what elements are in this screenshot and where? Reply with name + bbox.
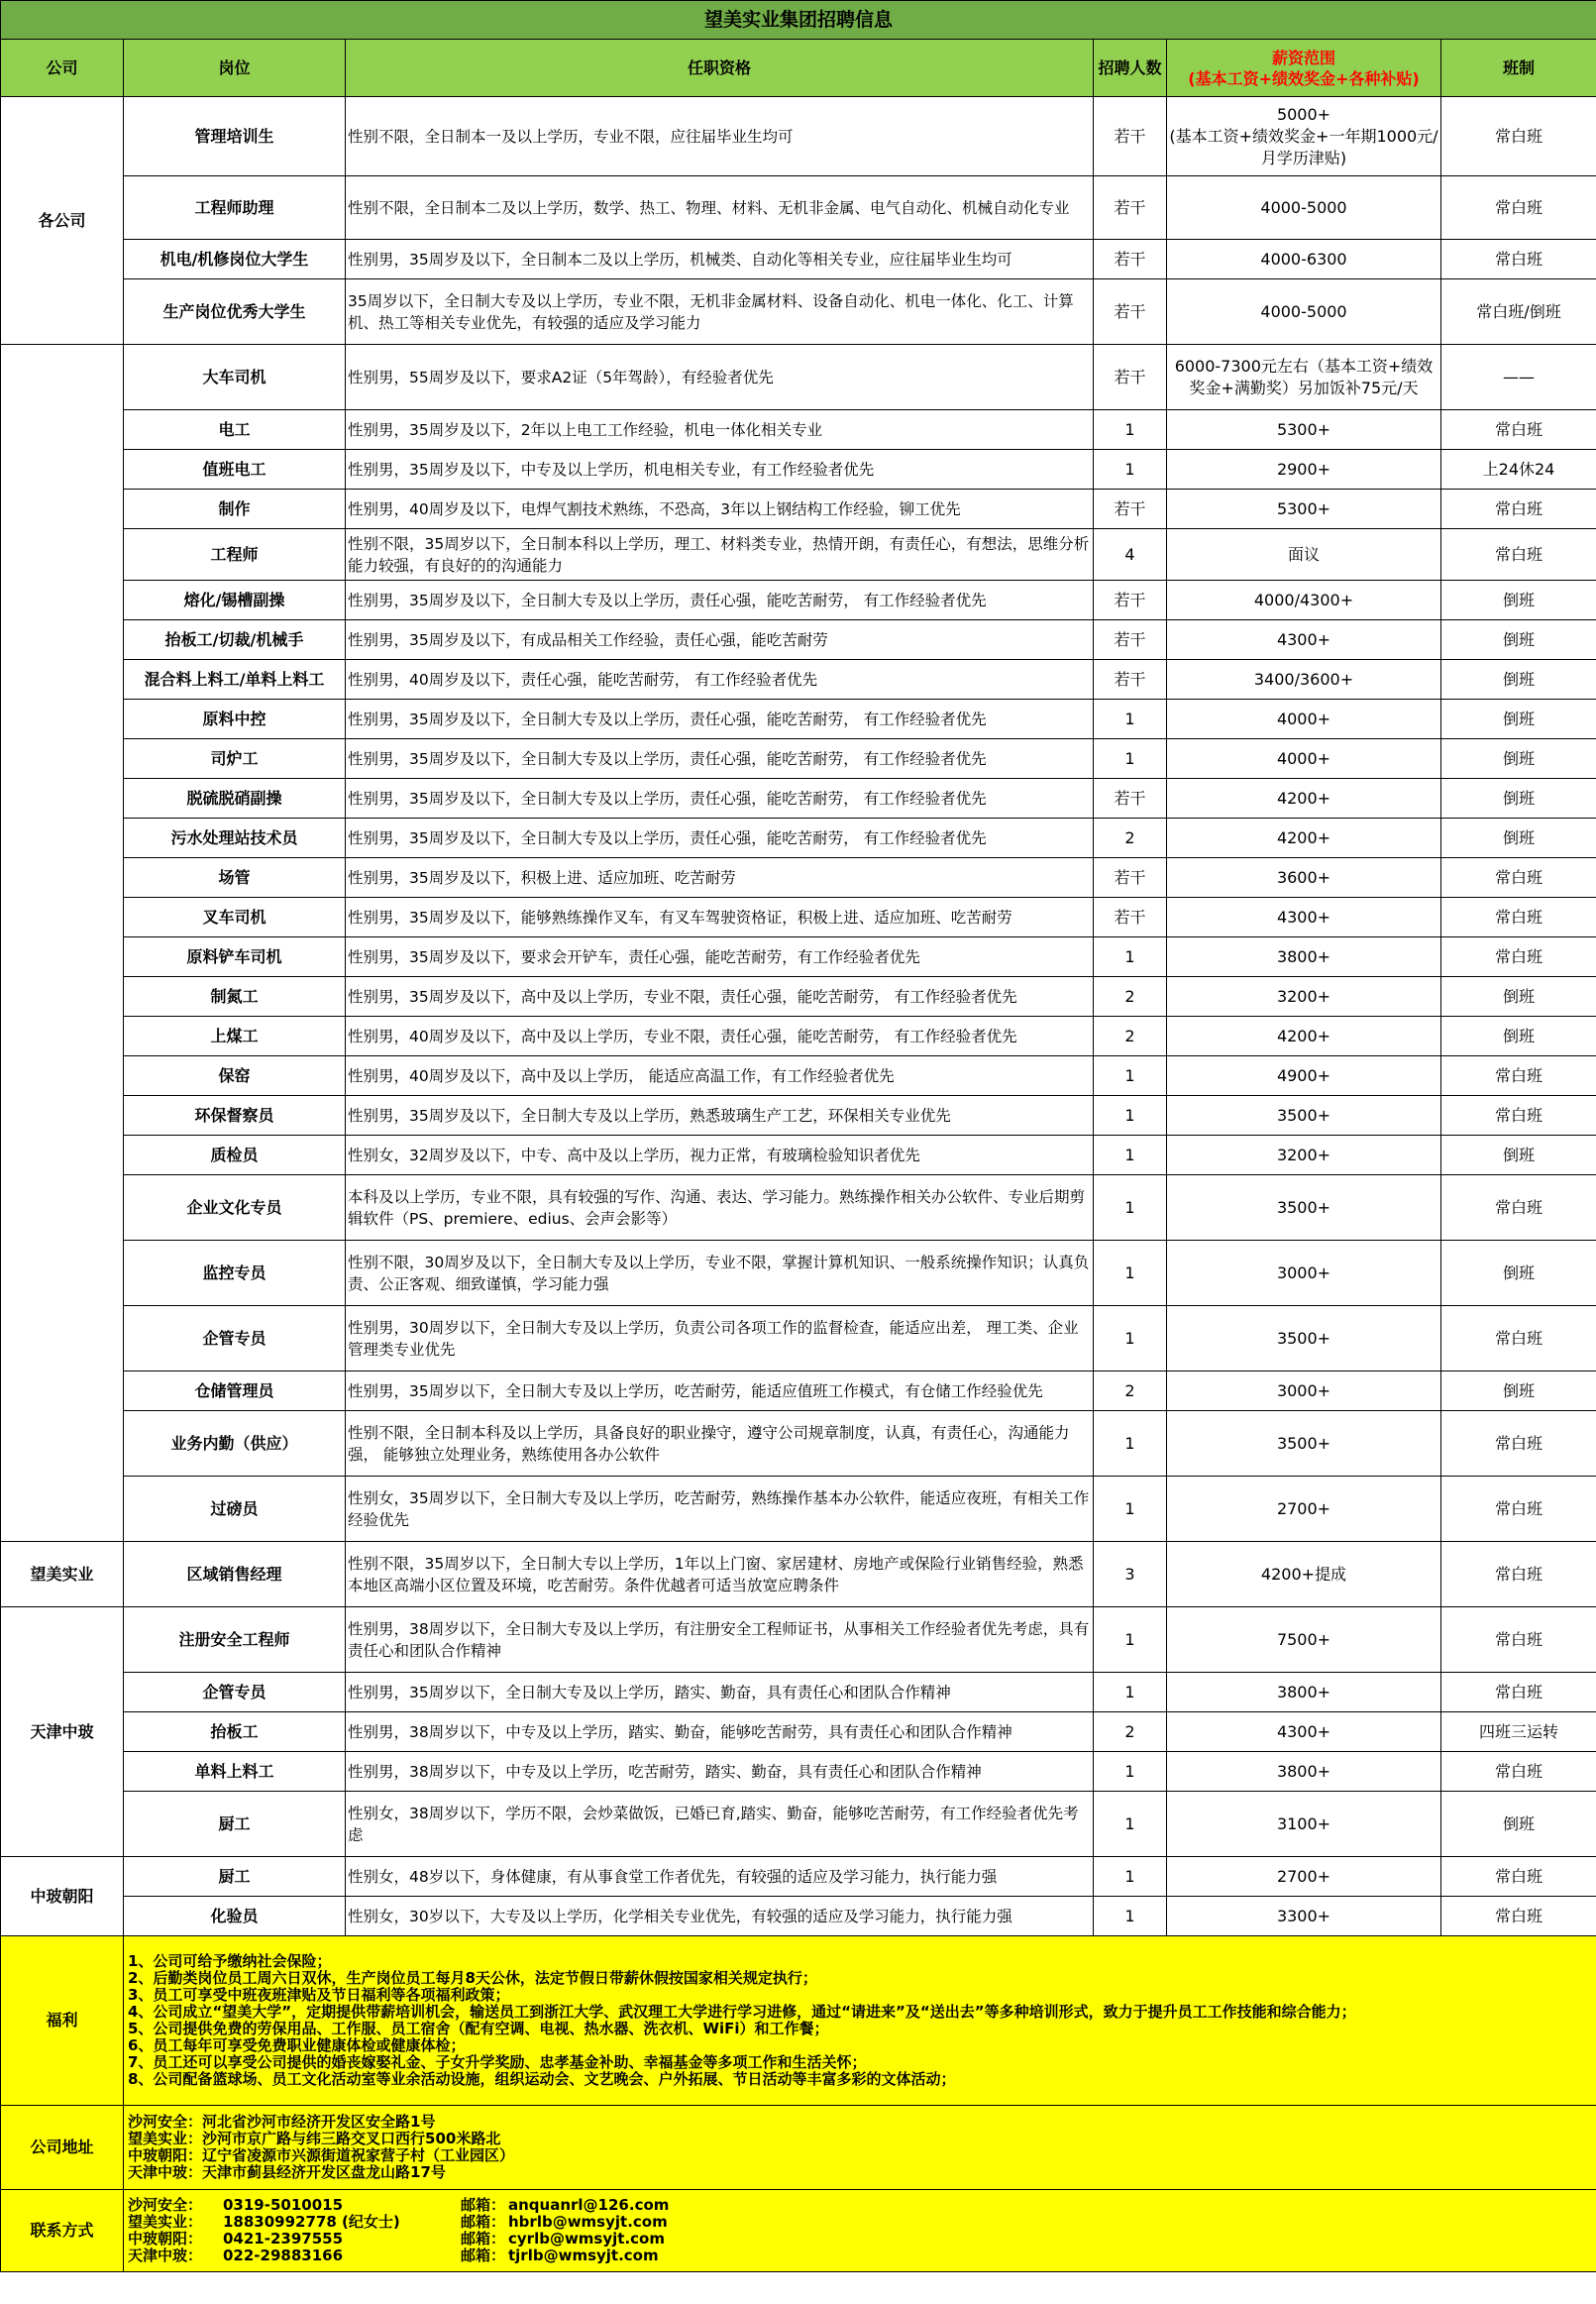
count-cell: 若干 [1094, 279, 1167, 345]
contact-item [128, 2197, 1592, 2214]
requirements-cell: 性别男，35周岁及以下，2年以上电工工作经验，机电一体化相关专业 [346, 410, 1094, 450]
position-cell: 管理培训生 [124, 97, 346, 176]
company-cell: 中玻朝阳 [1, 1857, 124, 1936]
table-row [1, 700, 1596, 739]
page-title: 望美实业集团招聘信息 [1, 1, 1596, 40]
contact-label: 联系方式 [1, 2190, 124, 2272]
contact-phone: 0319-5010015 [223, 2196, 344, 2214]
salary-cell: 5000+ (基本工资+绩效奖金+一年期1000元/月学历津贴) [1167, 97, 1441, 176]
table-row [1, 1607, 1596, 1673]
count-cell: 2 [1094, 819, 1167, 858]
header-salary-line2: (基本工资+绩效奖金+各种补贴) [1188, 68, 1420, 88]
shift-cell: 常白班 [1441, 1897, 1596, 1936]
count-cell: 若干 [1094, 620, 1167, 660]
salary-cell: 2900+ [1167, 450, 1441, 490]
salary-cell: 3500+ [1167, 1306, 1441, 1371]
position-cell: 抬板工 [124, 1712, 346, 1752]
position-cell: 企管专员 [124, 1306, 346, 1371]
position-cell: 电工 [124, 410, 346, 450]
benefits-row [1, 1936, 1596, 2106]
requirements-cell: 性别女，32周岁及以下，中专、高中及以上学历，视力正常，有玻璃检验知识者优先 [346, 1136, 1094, 1175]
position-cell: 厨工 [124, 1857, 346, 1897]
position-cell: 抬板工/切裁/机械手 [124, 620, 346, 660]
salary-cell: 4000+ [1167, 700, 1441, 739]
salary-cell: 2700+ [1167, 1857, 1441, 1897]
position-cell: 注册安全工程师 [124, 1607, 346, 1673]
salary-cell: 3800+ [1167, 1752, 1441, 1792]
requirements-cell: 性别男，30周岁以下，全日制大专及以上学历，负责公司各项工作的监督检查，能适应出差， 理工类、企业管理类专业优先 [346, 1306, 1094, 1371]
address-item: 中玻朝阳：辽宁省凌源市兴源街道祝家营子村（工业园区） [128, 2146, 515, 2164]
address-item: 天津中玻：天津市蓟县经济开发区盘龙山路17号 [128, 2163, 446, 2181]
requirements-cell: 性别女，35周岁以下，全日制大专及以上学历，吃苦耐劳，熟练操作基本办公软件，能适应夜班，有相关工作经验优先 [346, 1477, 1094, 1542]
shift-cell: 常白班 [1441, 1411, 1596, 1477]
count-cell: 1 [1094, 1175, 1167, 1241]
count-cell: 1 [1094, 700, 1167, 739]
table-row [1, 97, 1596, 176]
requirements-cell: 性别女，48岁以下，身体健康，有从事食堂工作者优先，有较强的适应及学习能力，执行能力强 [346, 1857, 1094, 1897]
salary-cell: 2700+ [1167, 1477, 1441, 1542]
salary-cell: 3600+ [1167, 858, 1441, 898]
contact-email[interactable]: tjrlb@wmsyjt.com [508, 2247, 659, 2264]
shift-cell: 倒班 [1441, 1241, 1596, 1306]
shift-cell: 倒班 [1441, 977, 1596, 1017]
address-item: 望美实业：沙河市京广路与纬三路交叉口西行500米路北 [128, 2130, 501, 2147]
table-row [1, 345, 1596, 410]
salary-cell: 3800+ [1167, 1673, 1441, 1712]
table-row [1, 1411, 1596, 1477]
requirements-cell: 性别男，35周岁及以下，全日制本二及以上学历，机械类、自动化等相关专业，应往届毕业生均可 [346, 240, 1094, 279]
count-cell: 若干 [1094, 345, 1167, 410]
salary-cell: 4000-6300 [1167, 240, 1441, 279]
requirements-cell: 性别不限，全日制本二及以上学历，数学、热工、物理、材料、无机非金属、电气自动化、机械自动化专业 [346, 176, 1094, 240]
salary-cell: 5300+ [1167, 490, 1441, 529]
table-row [1, 1712, 1596, 1752]
header-salary-line1: 薪资范围 [1271, 48, 1335, 67]
table-row [1, 819, 1596, 858]
salary-cell: 6000-7300元左右（基本工资+绩效奖金+满勤奖）另加饭补75元/天 [1167, 345, 1441, 410]
benefits-list [124, 1936, 1596, 2106]
shift-cell: 倒班 [1441, 581, 1596, 620]
salary-cell: 3500+ [1167, 1175, 1441, 1241]
shift-cell: 倒班 [1441, 1017, 1596, 1056]
requirements-cell: 性别男，38周岁以下，中专及以上学历，吃苦耐劳，踏实、勤奋，具有责任心和团队合作精神 [346, 1752, 1094, 1792]
position-cell: 熔化/锡槽副操 [124, 581, 346, 620]
contact-phone: 0421-2397555 [223, 2230, 344, 2248]
company-cell: 望美实业 [1, 1542, 124, 1607]
position-cell: 混合料上料工/单料上料工 [124, 660, 346, 700]
table-row [1, 176, 1596, 240]
salary-cell: 3800+ [1167, 937, 1441, 977]
position-cell: 监控专员 [124, 1241, 346, 1306]
contact-name: 望美实业： [128, 2213, 203, 2231]
benefit-item: 1、公司可给予缴纳社会保险； [128, 1952, 332, 1970]
position-cell: 过磅员 [124, 1477, 346, 1542]
count-cell: 1 [1094, 1857, 1167, 1897]
requirements-cell: 性别不限，35周岁以下，全日制大专以上学历，1年以上门窗、家居建材、房地产或保险行业销售经验，熟悉本地区高端小区位置及环境，吃苦耐劳。条件优越者可适当放宽应聘条件 [346, 1542, 1094, 1607]
table-row [1, 450, 1596, 490]
shift-cell: 倒班 [1441, 819, 1596, 858]
position-cell: 企管专员 [124, 1673, 346, 1712]
salary-cell: 4900+ [1167, 1056, 1441, 1096]
shift-cell: 倒班 [1441, 620, 1596, 660]
table-row [1, 1542, 1596, 1607]
contact-item [128, 2231, 1592, 2248]
shift-cell: 常白班 [1441, 937, 1596, 977]
count-cell: 1 [1094, 937, 1167, 977]
shift-cell: 倒班 [1441, 1371, 1596, 1411]
position-cell: 区域销售经理 [124, 1542, 346, 1607]
address-list [124, 2106, 1596, 2190]
requirements-cell: 性别男，40周岁及以下，电焊气割技术熟练，不恐高，3年以上钢结构工作经验，铆工优先 [346, 490, 1094, 529]
salary-cell: 4300+ [1167, 620, 1441, 660]
salary-cell: 4000-5000 [1167, 176, 1441, 240]
count-cell: 若干 [1094, 858, 1167, 898]
requirements-cell: 性别男，35周岁及以下，有成品相关工作经验，责任心强，能吃苦耐劳 [346, 620, 1094, 660]
salary-cell: 4000+ [1167, 739, 1441, 779]
requirements-cell: 性别女，30岁以下，大专及以上学历，化学相关专业优先，有较强的适应及学习能力，执行能力强 [346, 1897, 1094, 1936]
requirements-cell: 性别男，35周岁及以下，中专及以上学历，机电相关专业，有工作经验者优先 [346, 450, 1094, 490]
count-cell: 2 [1094, 977, 1167, 1017]
requirements-cell: 性别不限，全日制本科及以上学历，具备良好的职业操守，遵守公司规章制度，认真，有责任心，沟通能力强， 能够独立处理业务，熟练使用各办公软件 [346, 1411, 1094, 1477]
benefit-item: 3、员工可享受中班夜班津贴及节日福利等各项福利政策； [128, 1986, 510, 2004]
shift-cell: 倒班 [1441, 1136, 1596, 1175]
shift-cell: 常白班 [1441, 1096, 1596, 1136]
salary-cell: 4200+ [1167, 1017, 1441, 1056]
address-label: 公司地址 [1, 2106, 124, 2190]
shift-cell: 常白班 [1441, 97, 1596, 176]
requirements-cell: 性别男，35周岁以下，全日制大专及以上学历，吃苦耐劳，能适应值班工作模式，有仓储工作经验优先 [346, 1371, 1094, 1411]
count-cell: 1 [1094, 739, 1167, 779]
shift-cell: 倒班 [1441, 700, 1596, 739]
contact-name: 中玻朝阳： [128, 2230, 203, 2248]
table-row [1, 1096, 1596, 1136]
position-cell: 单料上料工 [124, 1752, 346, 1792]
contact-email[interactable]: hbrlb@wmsyjt.com [508, 2213, 668, 2231]
requirements-cell: 性别男，35周岁及以下，全日制大专及以上学历，责任心强，能吃苦耐劳， 有工作经验者优先 [346, 739, 1094, 779]
shift-cell: 上24休24 [1441, 450, 1596, 490]
contact-email-label: 邮箱： [461, 2213, 506, 2231]
shift-cell: 常白班 [1441, 529, 1596, 581]
position-cell: 值班电工 [124, 450, 346, 490]
count-cell: 3 [1094, 1542, 1167, 1607]
position-cell: 保窑 [124, 1056, 346, 1096]
table-row [1, 937, 1596, 977]
salary-cell: 4000/4300+ [1167, 581, 1441, 620]
shift-cell: 倒班 [1441, 739, 1596, 779]
table-row [1, 739, 1596, 779]
shift-cell: 常白班 [1441, 1673, 1596, 1712]
shift-cell: 常白班 [1441, 1542, 1596, 1607]
table-row [1, 1857, 1596, 1897]
shift-cell: 常白班 [1441, 1477, 1596, 1542]
shift-cell: 常白班 [1441, 490, 1596, 529]
count-cell: 1 [1094, 450, 1167, 490]
table-row [1, 620, 1596, 660]
table-row [1, 279, 1596, 345]
position-cell: 场管 [124, 858, 346, 898]
header-requirements: 任职资格 [346, 40, 1094, 97]
salary-cell: 4200+ [1167, 779, 1441, 819]
requirements-cell: 本科及以上学历，专业不限，具有较强的写作、沟通、表达、学习能力。熟练操作相关办公软件、专业后期剪辑软件（PS、premiere、edius、会声会影等） [346, 1175, 1094, 1241]
shift-cell: —— [1441, 345, 1596, 410]
count-cell: 1 [1094, 1897, 1167, 1936]
position-cell: 司炉工 [124, 739, 346, 779]
count-cell: 2 [1094, 1017, 1167, 1056]
shift-cell: 倒班 [1441, 660, 1596, 700]
count-cell: 若干 [1094, 240, 1167, 279]
benefit-item: 6、员工每年可享受免费职业健康体检或健康体检； [128, 2036, 466, 2054]
table-row [1, 1792, 1596, 1857]
count-cell: 1 [1094, 1607, 1167, 1673]
position-cell: 环保督察员 [124, 1096, 346, 1136]
count-cell: 1 [1094, 1056, 1167, 1096]
shift-cell: 常白班 [1441, 176, 1596, 240]
header-position: 岗位 [124, 40, 346, 97]
position-cell: 企业文化专员 [124, 1175, 346, 1241]
count-cell: 4 [1094, 529, 1167, 581]
requirements-cell: 性别男，35周岁及以下，高中及以上学历，专业不限，责任心强，能吃苦耐劳， 有工作经验者优先 [346, 977, 1094, 1017]
table-row [1, 1136, 1596, 1175]
address-item: 沙河安全：河北省沙河市经济开发区安全路1号 [128, 2113, 436, 2131]
requirements-cell: 性别男，35周岁及以下，能够熟练操作叉车，有叉车驾驶资格证，积极上进、适应加班、吃苦耐劳 [346, 898, 1094, 937]
position-cell: 叉车司机 [124, 898, 346, 937]
contact-name: 天津中玻： [128, 2247, 203, 2264]
table-row [1, 660, 1596, 700]
count-cell: 2 [1094, 1371, 1167, 1411]
salary-cell: 3500+ [1167, 1096, 1441, 1136]
requirements-cell: 性别男，40周岁及以下，责任心强，能吃苦耐劳， 有工作经验者优先 [346, 660, 1094, 700]
table-row [1, 1017, 1596, 1056]
count-cell: 1 [1094, 1241, 1167, 1306]
requirements-cell: 性别男，35周岁及以下，全日制大专及以上学历，责任心强，能吃苦耐劳， 有工作经验者优先 [346, 819, 1094, 858]
count-cell: 2 [1094, 1712, 1167, 1752]
count-cell: 1 [1094, 1136, 1167, 1175]
position-cell: 制作 [124, 490, 346, 529]
table-row [1, 1477, 1596, 1542]
salary-cell: 4300+ [1167, 898, 1441, 937]
requirements-cell: 性别男，38周岁以下，中专及以上学历，踏实、勤奋，能够吃苦耐劳，具有责任心和团队合作精神 [346, 1712, 1094, 1752]
count-cell: 1 [1094, 1477, 1167, 1542]
contact-phone: 18830992778 (纪女士) [223, 2213, 400, 2231]
contact-email-label: 邮箱： [461, 2247, 506, 2264]
requirements-cell: 性别男，35周岁及以下，全日制大专及以上学历，熟悉玻璃生产工艺，环保相关专业优先 [346, 1096, 1094, 1136]
table-row [1, 410, 1596, 450]
header-salary [1167, 40, 1441, 97]
header-count: 招聘人数 [1094, 40, 1167, 97]
count-cell: 1 [1094, 1752, 1167, 1792]
requirements-cell: 性别不限，30周岁及以下，全日制大专及以上学历，专业不限，掌握计算机知识、一般系统操作知识；认真负责、公正客观、细致谨慎，学习能力强 [346, 1241, 1094, 1306]
count-cell: 1 [1094, 1411, 1167, 1477]
benefit-item: 4、公司成立“望美大学”，定期提供带薪培训机会，输送员工到浙江大学、武汉理工大学进行学习进修，通过“请进来”及“送出去”等多种培训形式，致力于提升员工工作技能和综合能力； [128, 2003, 1356, 2021]
salary-cell: 3000+ [1167, 1371, 1441, 1411]
header-row [1, 40, 1596, 97]
position-cell: 仓储管理员 [124, 1371, 346, 1411]
salary-cell: 3200+ [1167, 977, 1441, 1017]
position-cell: 业务内勤（供应） [124, 1411, 346, 1477]
shift-cell: 常白班 [1441, 898, 1596, 937]
position-cell: 工程师 [124, 529, 346, 581]
count-cell: 若干 [1094, 490, 1167, 529]
table-row [1, 1673, 1596, 1712]
contact-list [124, 2190, 1596, 2272]
count-cell: 若干 [1094, 581, 1167, 620]
requirements-cell: 性别不限，全日制本一及以上学历，专业不限，应往届毕业生均可 [346, 97, 1094, 176]
salary-cell: 面议 [1167, 529, 1441, 581]
table-row [1, 779, 1596, 819]
table-row [1, 977, 1596, 1017]
contact-item [128, 2248, 1592, 2264]
salary-cell: 3300+ [1167, 1897, 1441, 1936]
shift-cell: 常白班 [1441, 1607, 1596, 1673]
count-cell: 若干 [1094, 176, 1167, 240]
shift-cell: 常白班 [1441, 1306, 1596, 1371]
contact-email-label: 邮箱： [461, 2230, 506, 2248]
count-cell: 若干 [1094, 779, 1167, 819]
table-row [1, 1056, 1596, 1096]
count-cell: 若干 [1094, 898, 1167, 937]
salary-cell: 7500+ [1167, 1607, 1441, 1673]
position-cell: 原料中控 [124, 700, 346, 739]
position-cell: 上煤工 [124, 1017, 346, 1056]
table-row [1, 529, 1596, 581]
salary-cell: 4300+ [1167, 1712, 1441, 1752]
table-row [1, 490, 1596, 529]
benefits-label: 福利 [1, 1936, 124, 2106]
requirements-cell: 性别男，40周岁及以下，高中及以上学历，专业不限，责任心强，能吃苦耐劳， 有工作经验者优先 [346, 1017, 1094, 1056]
count-cell: 若干 [1094, 97, 1167, 176]
header-company: 公司 [1, 40, 124, 97]
contact-email[interactable]: anquanrl@126.com [508, 2196, 670, 2214]
company-cell: 各公司 [1, 97, 124, 345]
position-cell: 生产岗位优秀大学生 [124, 279, 346, 345]
benefit-item: 7、员工还可以享受公司提供的婚丧嫁娶礼金、子女升学奖励、忠孝基金补助、幸福基金等多项工作和生活关怀； [128, 2053, 867, 2071]
shift-cell: 倒班 [1441, 779, 1596, 819]
contact-email[interactable]: cyrlb@wmsyjt.com [508, 2230, 665, 2248]
table-row [1, 1306, 1596, 1371]
shift-cell: 常白班 [1441, 240, 1596, 279]
salary-cell: 3100+ [1167, 1792, 1441, 1857]
header-shift: 班制 [1441, 40, 1596, 97]
salary-cell: 3500+ [1167, 1411, 1441, 1477]
requirements-cell: 性别女，38周岁以下，学历不限，会炒菜做饭，已婚已育,踏实、勤奋，能够吃苦耐劳，有工作经验者优先考虑 [346, 1792, 1094, 1857]
requirements-cell: 性别男，55周岁及以下，要求A2证（5年驾龄），有经验者优先 [346, 345, 1094, 410]
benefit-item: 5、公司提供免费的劳保用品、工作服、员工宿舍（配有空调、电视、热水器、洗衣机、WiFi）和工作餐； [128, 2020, 829, 2037]
shift-cell: 常白班 [1441, 1857, 1596, 1897]
requirements-cell: 性别男，35周岁及以下，全日制大专及以上学历，责任心强，能吃苦耐劳， 有工作经验者优先 [346, 581, 1094, 620]
position-cell: 厨工 [124, 1792, 346, 1857]
shift-cell: 四班三运转 [1441, 1712, 1596, 1752]
company-cell: 天津中玻 [1, 1607, 124, 1857]
contact-phone: 022-29883166 [223, 2247, 344, 2264]
shift-cell: 常白班 [1441, 1175, 1596, 1241]
count-cell: 若干 [1094, 660, 1167, 700]
requirements-cell: 性别男，35周岁及以下，要求会开铲车，责任心强，能吃苦耐劳，有工作经验者优先 [346, 937, 1094, 977]
requirements-cell: 性别不限，35周岁以下，全日制本科以上学历，理工、材料类专业，热情开朗，有责任心，有想法，思维分析能力较强，有良好的的沟通能力 [346, 529, 1094, 581]
contact-email-label: 邮箱： [461, 2196, 506, 2214]
position-cell: 机电/机修岗位大学生 [124, 240, 346, 279]
requirements-cell: 性别男，35周岁及以下，积极上进、适应加班、吃苦耐劳 [346, 858, 1094, 898]
position-cell: 化验员 [124, 1897, 346, 1936]
position-cell: 脱硫脱硝副操 [124, 779, 346, 819]
count-cell: 1 [1094, 1792, 1167, 1857]
benefit-item: 8、公司配备篮球场、员工文化活动室等业余活动设施，组织运动会、文艺晚会、户外拓展、节日活动等丰富多彩的文体活动； [128, 2070, 956, 2088]
title-row [1, 1, 1596, 40]
requirements-cell: 性别男，35周岁及以下，全日制大专及以上学历，责任心强，能吃苦耐劳， 有工作经验者优先 [346, 779, 1094, 819]
salary-cell: 3200+ [1167, 1136, 1441, 1175]
table-row [1, 1371, 1596, 1411]
count-cell: 1 [1094, 1096, 1167, 1136]
table-row [1, 1897, 1596, 1936]
salary-cell: 3400/3600+ [1167, 660, 1441, 700]
company-cell [1, 345, 124, 1542]
requirements-cell: 性别男，38周岁以下，全日制大专及以上学历，有注册安全工程师证书，从事相关工作经验者优先考虑，具有责任心和团队合作精神 [346, 1607, 1094, 1673]
benefit-item: 2、后勤类岗位员工周六日双休，生产岗位员工每月8天公休，法定节假日带薪休假按国家相关规定执行； [128, 1969, 817, 1987]
position-cell: 质检员 [124, 1136, 346, 1175]
position-cell: 大车司机 [124, 345, 346, 410]
requirements-cell: 性别男，35周岁以下，全日制大专及以上学历，踏实、勤奋，具有责任心和团队合作精神 [346, 1673, 1094, 1712]
count-cell: 1 [1094, 1673, 1167, 1712]
salary-cell: 4000-5000 [1167, 279, 1441, 345]
table-row [1, 581, 1596, 620]
table-row [1, 898, 1596, 937]
contact-item [128, 2214, 1592, 2231]
requirements-cell: 35周岁以下，全日制大专及以上学历，专业不限，无机非金属材料、设备自动化、机电一体化、化工、计算机、热工等相关专业优先，有较强的适应及学习能力 [346, 279, 1094, 345]
shift-cell: 常白班 [1441, 858, 1596, 898]
table-row [1, 1175, 1596, 1241]
salary-cell: 4200+ [1167, 819, 1441, 858]
table-row [1, 858, 1596, 898]
address-row [1, 2106, 1596, 2190]
table-row [1, 240, 1596, 279]
position-cell: 原料铲车司机 [124, 937, 346, 977]
table-row [1, 1752, 1596, 1792]
position-cell: 制氮工 [124, 977, 346, 1017]
shift-cell: 常白班 [1441, 1056, 1596, 1096]
shift-cell: 常白班 [1441, 1752, 1596, 1792]
salary-cell: 3000+ [1167, 1241, 1441, 1306]
shift-cell: 常白班 [1441, 410, 1596, 450]
salary-cell: 4200+提成 [1167, 1542, 1441, 1607]
count-cell: 1 [1094, 1306, 1167, 1371]
salary-cell: 5300+ [1167, 410, 1441, 450]
position-cell: 污水处理站技术员 [124, 819, 346, 858]
contact-row [1, 2190, 1596, 2272]
requirements-cell: 性别男，40周岁及以下，高中及以上学历， 能适应高温工作，有工作经验者优先 [346, 1056, 1094, 1096]
requirements-cell: 性别男，35周岁及以下，全日制大专及以上学历，责任心强，能吃苦耐劳， 有工作经验者优先 [346, 700, 1094, 739]
shift-cell: 常白班/倒班 [1441, 279, 1596, 345]
table-row [1, 1241, 1596, 1306]
position-cell: 工程师助理 [124, 176, 346, 240]
count-cell: 1 [1094, 410, 1167, 450]
contact-name: 沙河安全： [128, 2196, 203, 2214]
shift-cell: 倒班 [1441, 1792, 1596, 1857]
